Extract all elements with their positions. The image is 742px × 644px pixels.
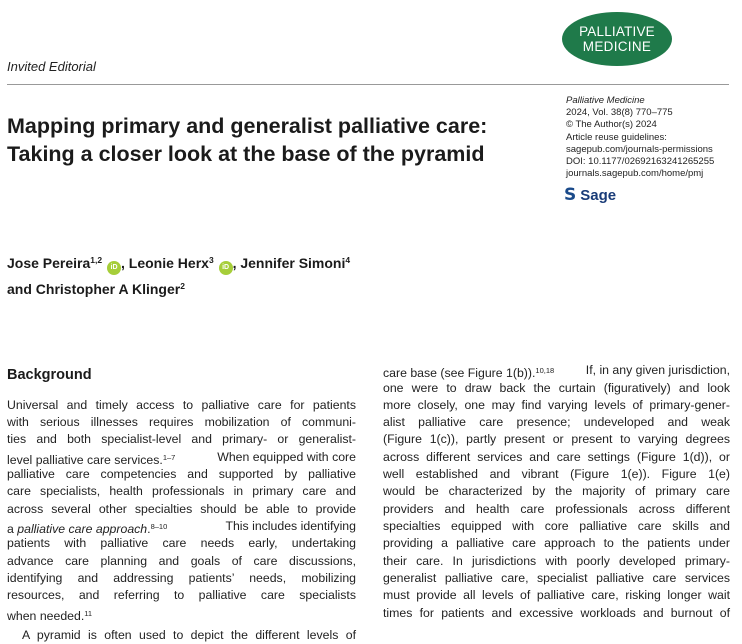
emphasis-text: palliative care approach: [17, 522, 148, 536]
meta-reuse-link[interactable]: sagepub.com/journals-permissions: [566, 143, 713, 155]
body-line: patients with palliative care needs early, undertaking: [7, 536, 356, 550]
body-line: A pyramid is often used to depict the different levels of: [22, 628, 356, 642]
body-line: alist palliative care presence; undeveloped and weak: [383, 415, 730, 429]
author-name: Jennifer Simoni: [240, 255, 346, 271]
author-line-1: [7, 249, 437, 275]
journal-logo: [562, 12, 672, 66]
citation-ref[interactable]: 1–7: [162, 453, 176, 462]
meta-volume: 2024, Vol. 38(8) 770–775: [566, 107, 673, 119]
body-text: a: [7, 522, 18, 536]
meta-journal-link[interactable]: journals.sagepub.com/home/pmj: [566, 168, 704, 180]
meta-doi[interactable]: DOI: 10.1177/02692163241265255: [566, 156, 715, 168]
body-line: across several other specialties should be able to provide: [7, 502, 356, 516]
body-line: more closely, one may find varying levels of primary-gener-: [383, 398, 730, 412]
section-heading: Background: [7, 367, 92, 383]
author-separator: ,: [121, 255, 129, 271]
body-line: providers and health care professionals across different: [383, 502, 730, 516]
journal-logo-line1: PALLIATIVE: [579, 23, 655, 39]
author-affiliation: 1,2: [90, 255, 103, 265]
body-text: level palliative care services.: [7, 453, 163, 467]
body-line: care specialists, health professionals in primary care and: [7, 484, 356, 498]
author-list: [7, 249, 437, 300]
author-affiliation: 4: [345, 255, 351, 265]
body-line: must provide all levels of palliative care, risking longer wait: [383, 588, 730, 602]
body-line: specialties equipped with core palliative care skills and: [383, 519, 730, 533]
body-line: (Figure 1(c)), partly present or present to varying degrees: [383, 432, 730, 446]
author-name: Jose Pereira: [7, 255, 91, 271]
body-line: across different services and care settings (Figure 1(d)), or: [383, 450, 730, 464]
publisher-name: Sage: [580, 186, 617, 204]
body-line: providing a palliative care approach to the patients under: [383, 536, 730, 550]
body-text: .: [147, 522, 151, 536]
citation-ref[interactable]: 10,18: [535, 366, 555, 375]
meta-reuse-label: Article reuse guidelines:: [566, 131, 667, 143]
meta-copyright: © The Author(s) 2024: [566, 119, 657, 131]
body-line: times for patients and excessive workloads and burnout of: [383, 606, 730, 620]
article-type: Invited Editorial: [7, 59, 96, 74]
author-line-2: [7, 275, 437, 300]
author-name: Leonie Herx: [128, 255, 209, 271]
journal-logo-line2: MEDICINE: [582, 39, 652, 54]
author-separator: ,: [232, 255, 241, 271]
body-line: identifying and addressing patients’ needs, mobilizing: [7, 571, 356, 585]
body-line: resources, and referring to palliative care specialists: [7, 588, 356, 602]
body-line: their care. In jurisdictions with poorly developed primary-: [383, 554, 730, 568]
body-text: If, in any given jurisdiction,: [585, 363, 730, 377]
meta-journal: Palliative Medicine: [566, 95, 645, 106]
author-name: and Christopher A Klinger: [7, 281, 181, 297]
article-title: Mapping primary and generalist palliative care: Taking a closer look at the base of the pyramid: [7, 114, 488, 166]
body-line: advance care planning and goals of care discussions,: [7, 554, 356, 568]
body-line: would be characterized by the majority of primary care: [383, 484, 730, 498]
body-text: care base (see Figure 1(b)).: [383, 366, 536, 380]
body-text: This includes identifying: [225, 519, 356, 533]
body-line: ties and both specialist-level and primary- or generalist-: [7, 432, 356, 446]
author-affiliation: 2: [180, 281, 185, 291]
body-line: [7, 605, 92, 625]
body-line: well established and vibrant (Figure 1(e)). Figure 1(e): [383, 467, 730, 481]
orcid-icon[interactable]: iD: [219, 261, 233, 275]
body-line: palliative care competencies and supported by palliative: [7, 467, 356, 481]
sage-icon: S: [564, 185, 577, 205]
citation-ref[interactable]: 8–10: [150, 522, 168, 531]
body-line: generalist palliative care, specialist palliative care services: [383, 571, 730, 585]
body-text: when needed.: [7, 609, 85, 623]
article-meta: [566, 95, 714, 180]
body-line: with serious illnesses requires mobilization of communi-: [7, 415, 356, 429]
body-text: When equipped with core: [217, 450, 356, 464]
body-line: Universal and timely access to palliative care for patients: [7, 398, 356, 412]
author-affiliation: 3: [208, 255, 214, 265]
orcid-icon[interactable]: iD: [107, 261, 121, 275]
publisher-logo: [564, 185, 616, 205]
citation-ref[interactable]: 11: [84, 609, 93, 618]
body-line: one were to draw back the curtain (figuratively) and look: [383, 381, 730, 395]
header-rule: [7, 84, 729, 85]
